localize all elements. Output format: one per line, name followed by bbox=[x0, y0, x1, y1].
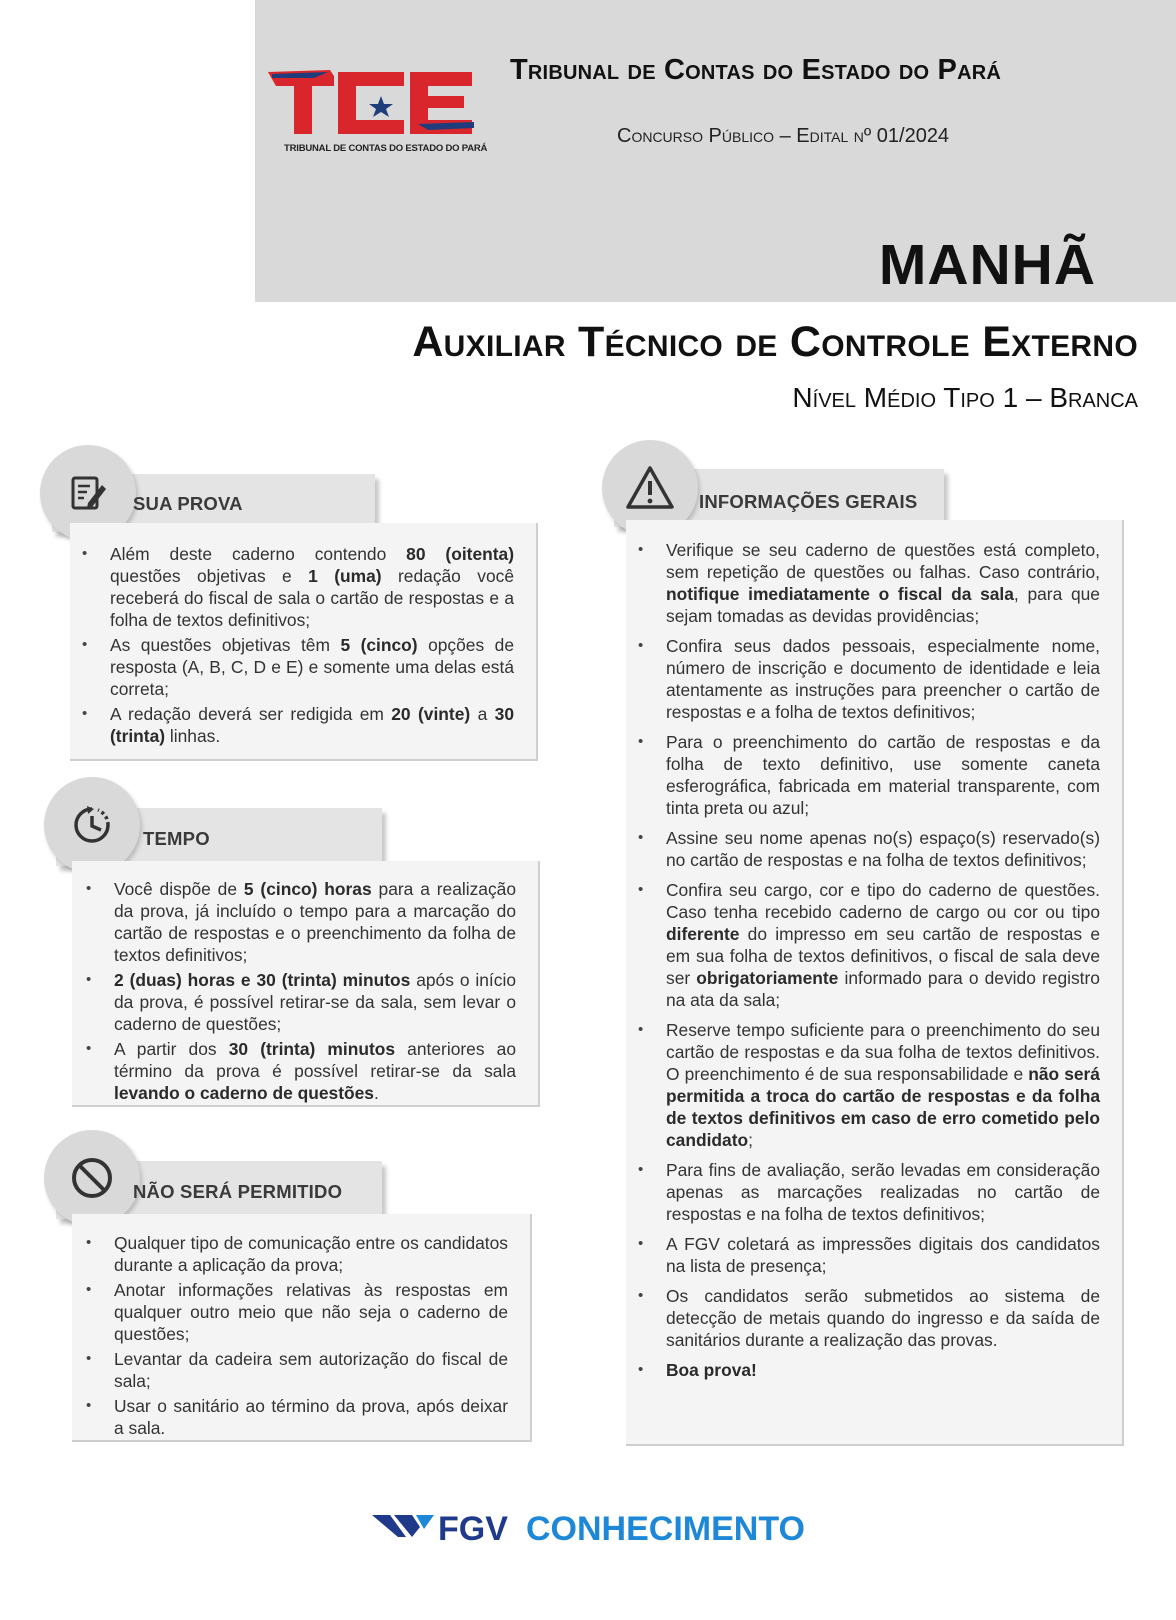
text-segment: Levantar da cadeira sem autorização do fiscal de sala; bbox=[114, 1349, 508, 1391]
nao-permitido-box bbox=[72, 1214, 532, 1442]
text-segment: Confira seu cargo, cor e tipo do caderno de questões. Caso tenha recebido caderno de cargo ou cor ou tipo bbox=[666, 880, 1100, 922]
bold-text: 30 (trinta) bbox=[110, 704, 514, 746]
tempo-title: TEMPO bbox=[143, 828, 210, 849]
text-segment: opções de resposta (A, B, C, D e E) e somente uma delas está correta; bbox=[110, 635, 514, 699]
bold-text: Boa prova! bbox=[666, 1360, 757, 1380]
text-segment: Além deste caderno contendo bbox=[110, 544, 407, 564]
conhecimento-text: CONHECIMENTO bbox=[526, 1510, 805, 1548]
tempo-icon-circle bbox=[44, 777, 140, 873]
tempo-box bbox=[72, 861, 540, 1107]
list-item bbox=[666, 1233, 1100, 1277]
bold-text: 20 (vinte) bbox=[391, 704, 471, 724]
text-segment: ; bbox=[748, 1130, 753, 1150]
list-item bbox=[110, 634, 514, 700]
bold-text: não será permitida a troca do cartão de respostas e da folha de textos definitivos em caso de erro cometido pelo candidato bbox=[666, 1064, 1100, 1150]
text-segment: questões objetivas e bbox=[110, 566, 309, 586]
text-segment: Para o preenchimento do cartão de respostas e da folha de texto definitivo, use somente caneta esferográfica, fabricada em material transparente, com tinta preta ou azul; bbox=[666, 732, 1100, 818]
nao-permitido-icon-circle bbox=[44, 1130, 140, 1226]
bold-text: 2 (duas) horas e 30 (trinta) minutos bbox=[114, 970, 411, 990]
nivel-tipo: Nível Médio Tipo 1 – Branca bbox=[792, 382, 1138, 413]
informacoes-title: INFORMAÇÕES GERAIS bbox=[699, 491, 918, 512]
list-item bbox=[114, 1038, 516, 1104]
text-segment: informado para o devido registro na ata da sala; bbox=[666, 968, 1100, 1010]
bold-text: diferente bbox=[666, 924, 740, 944]
text-segment: após o início da prova, é possível retirar-se da sala, sem levar o caderno de questões; bbox=[114, 970, 516, 1034]
bold-text: 5 (cinco) horas bbox=[243, 879, 372, 899]
fgv-conhecimento-logo bbox=[372, 1507, 822, 1549]
informacoes-list bbox=[666, 539, 1100, 1381]
informacoes-box bbox=[626, 520, 1124, 1446]
text-segment: Reserve tempo suficiente para o preenchimento do seu cartão de respostas e da sua folha de textos definitivos. O preenchimento é de sua responsabilidade e bbox=[666, 1020, 1100, 1084]
list-item bbox=[110, 703, 514, 747]
text-segment: Verifique se seu caderno de questões está completo, sem repetição de questões ou falhas. Caso contrário, bbox=[666, 540, 1100, 582]
prohibited-icon bbox=[70, 1156, 114, 1200]
sua-prova-list bbox=[110, 543, 514, 747]
text-segment: Confira seus dados pessoais, especialmente nome, número de inscrição e documento de identidade e leia atentamente as instruções para preencher o cartão de respostas e a folha de textos definitivos; bbox=[666, 636, 1100, 722]
list-item bbox=[114, 1395, 508, 1439]
sua-prova-box bbox=[70, 523, 538, 761]
text-segment: Anotar informações relativas às respostas em qualquer outro meio que não seja o caderno de questões; bbox=[114, 1280, 508, 1344]
bold-text: 1 (uma) bbox=[308, 566, 382, 586]
text-segment: do impresso em seu cartão de respostas e em sua folha de textos definitivos, o fiscal de sala deve ser bbox=[666, 924, 1100, 988]
logo-caption: TRIBUNAL DE CONTAS DO ESTADO DO PARÁ bbox=[284, 143, 488, 154]
text-segment: Os candidatos serão submetidos ao sistema de detecção de metais quando do ingresso e da saída de sanitários durante a realização das provas. bbox=[666, 1286, 1100, 1350]
bold-text: obrigatoriamente bbox=[696, 968, 839, 988]
bold-text: notifique imediatamente o fiscal da sala bbox=[666, 584, 1014, 604]
text-segment: As questões objetivas têm bbox=[110, 635, 341, 655]
text-segment: para a realização da prova, já incluído o tempo para a marcação do cartão de respostas e o preenchimento da folha de textos definitivos; bbox=[114, 879, 517, 965]
text-segment: Qualquer tipo de comunicação entre os candidatos durante a aplicação da prova; bbox=[114, 1233, 508, 1275]
bold-text: 80 (oitenta) bbox=[406, 544, 514, 564]
list-item bbox=[114, 1279, 508, 1345]
edit-document-icon bbox=[68, 473, 108, 513]
warning-icon bbox=[625, 465, 675, 511]
clock-history-icon bbox=[71, 804, 113, 846]
list-item bbox=[114, 1348, 508, 1392]
list-item bbox=[666, 1019, 1100, 1151]
concurso-edital: Concurso Público – Edital nº 01/2024 bbox=[617, 125, 950, 147]
list-item bbox=[114, 878, 516, 966]
text-segment: anteriores ao término da prova é possível retirar-se da sala bbox=[114, 1039, 517, 1081]
nao-permitido-list bbox=[114, 1232, 508, 1439]
text-segment: Você dispõe de bbox=[114, 879, 244, 899]
cargo-title: Auxiliar Técnico de Controle Externo bbox=[412, 318, 1138, 366]
sua-prova-title: SUA PROVA bbox=[133, 493, 243, 514]
list-item bbox=[666, 731, 1100, 819]
list-item bbox=[666, 1285, 1100, 1351]
bold-text: levando o caderno de questões bbox=[114, 1083, 374, 1103]
text-segment: linhas. bbox=[165, 726, 221, 746]
list-item bbox=[666, 635, 1100, 723]
text-segment: Usar o sanitário ao término da prova, após deixar a sala. bbox=[114, 1396, 508, 1438]
list-item bbox=[114, 1232, 508, 1276]
text-segment: , para que sejam tomadas as devidas providências; bbox=[666, 584, 1100, 626]
turno-label: MANHÃ bbox=[878, 233, 1096, 297]
list-item bbox=[666, 539, 1100, 627]
list-item bbox=[666, 879, 1100, 1011]
text-segment: redação você receberá do fiscal de sala o cartão de respostas e a folha de textos definitivos; bbox=[110, 566, 515, 630]
text-segment: A FGV coletará as impressões digitais dos candidatos na lista de presença; bbox=[666, 1234, 1100, 1276]
list-item bbox=[114, 969, 516, 1035]
list-item bbox=[110, 543, 514, 631]
list-item bbox=[666, 827, 1100, 871]
list-item bbox=[666, 1359, 1100, 1381]
text-segment: Assine seu nome apenas no(s) espaço(s) reservado(s) no cartão de respostas e na folha de textos definitivos; bbox=[666, 828, 1100, 870]
bold-text: 30 (trinta) minutos bbox=[228, 1039, 396, 1059]
bold-text: 5 (cinco) bbox=[340, 635, 418, 655]
text-segment: A partir dos bbox=[114, 1039, 229, 1059]
fgv-text: FGV bbox=[438, 1510, 508, 1548]
nao-permitido-title: NÃO SERÁ PERMITIDO bbox=[133, 1181, 343, 1202]
tempo-list bbox=[114, 878, 516, 1104]
text-segment: A redação deverá ser redigida em bbox=[110, 704, 392, 724]
text-segment: . bbox=[373, 1083, 379, 1103]
text-segment: a bbox=[470, 704, 495, 724]
list-item bbox=[666, 1159, 1100, 1225]
tribunal-title: Tribunal de Contas do Estado do Pará bbox=[510, 54, 1002, 86]
text-segment: Para fins de avaliação, serão levadas em consideração apenas as marcações realizadas no cartão de respostas e na folha de textos definitivos; bbox=[666, 1160, 1100, 1224]
